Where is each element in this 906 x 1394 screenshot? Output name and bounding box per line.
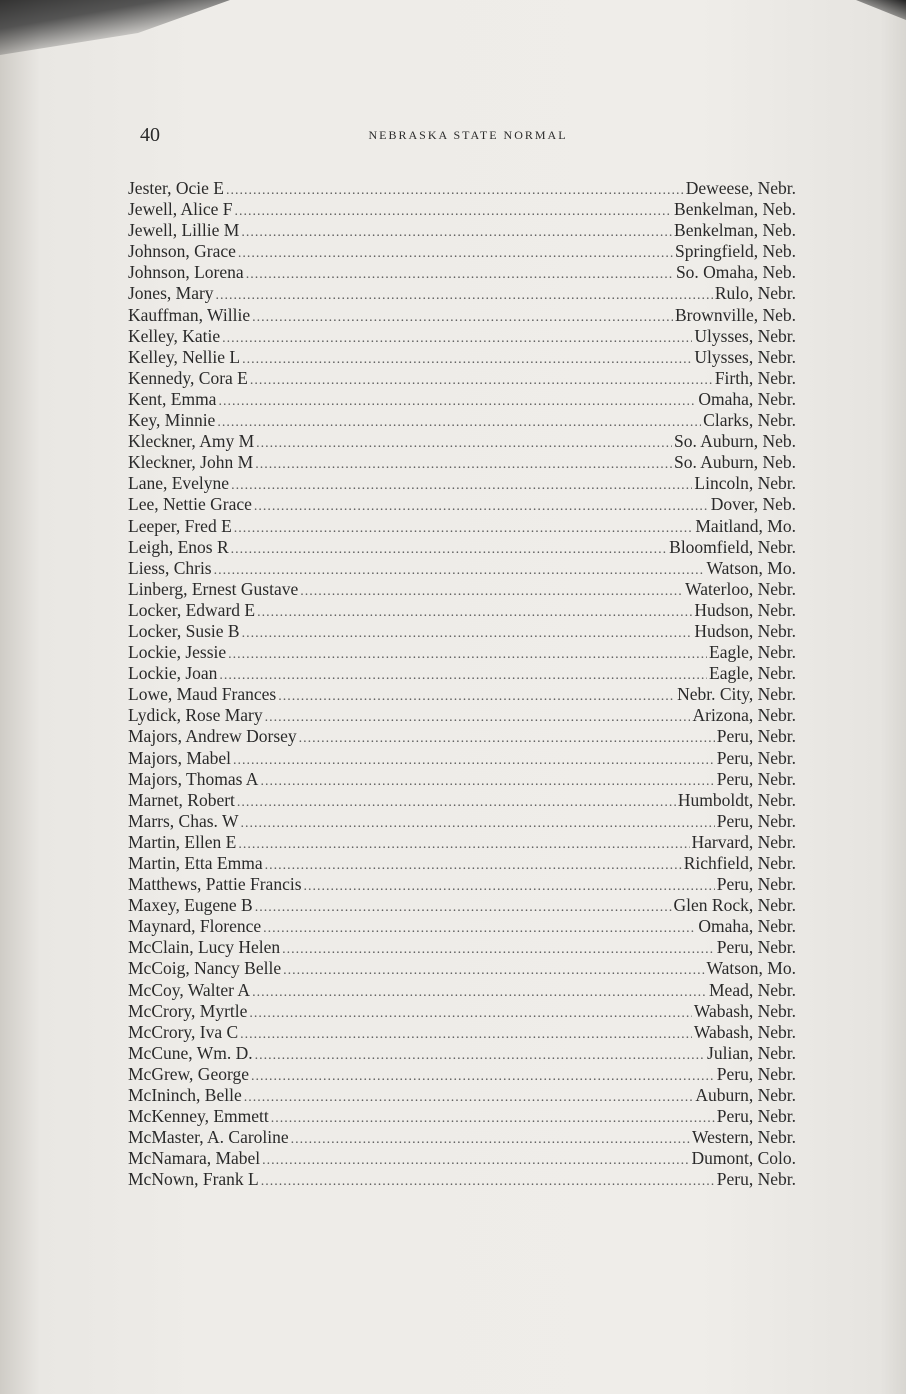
list-item [128,473,796,494]
entry-name: Jewell, Lillie M [128,220,240,241]
entry-place: Peru, Nebr. [716,1106,796,1127]
list-item [128,199,796,220]
entry-place: Ulysses, Nebr. [694,346,796,367]
entry-place: Peru, Nebr. [716,937,796,958]
entry-name: McIninch, Belle [128,1085,242,1106]
entry-name: Kelley, Katie [128,325,221,346]
dot-leader [231,542,668,558]
entry-name: Matthews, Pattie Francis [128,874,302,895]
entry-place: Eagle, Nebr. [709,663,796,684]
list-item [128,726,796,747]
entry-place: Humboldt, Nebr. [677,789,796,810]
entry-place: Peru, Nebr. [716,768,796,789]
entry-name: Leeper, Fred E [128,515,232,536]
list-item [128,431,796,452]
dot-leader [304,879,715,895]
list-item [128,832,796,853]
entry-place: Benkelman, Neb. [674,199,796,220]
entry-name: McNown, Frank L [128,1169,259,1190]
dot-leader [252,985,707,1001]
list-item [128,642,796,663]
entry-name: Locker, Edward E [128,599,256,620]
entry-place: Nebr. City, Nebr. [677,684,796,705]
list-item [128,1148,796,1169]
entry-name: Jester, Ocie E [128,178,224,198]
dot-leader [228,647,707,663]
dot-leader [265,710,691,726]
entry-place: Peru, Nebr. [716,810,796,831]
entry-name: Lockie, Joan [128,663,218,684]
list-item [128,558,796,579]
list-item [128,1085,796,1106]
list-item [128,347,796,368]
entry-place: Peru, Nebr. [716,747,796,768]
entry-place: Hudson, Nebr. [694,620,796,641]
entry-place: Wabash, Nebr. [693,1000,796,1021]
entry-name: Locker, Susie B [128,620,240,641]
dot-leader [218,394,696,410]
entry-place: Omaha, Nebr. [698,388,796,409]
dot-leader [222,331,692,347]
entry-name: Maynard, Florence [128,916,262,937]
entry-place: Lincoln, Nebr. [694,473,796,494]
list-item [128,790,796,811]
dot-leader [242,352,692,368]
list-item [128,1064,796,1085]
list-item [128,1106,796,1127]
dot-leader [238,837,689,853]
dot-leader [278,689,675,705]
dot-leader [257,605,692,621]
entry-name: Lee, Nettie Grace [128,494,252,515]
dot-leader [260,774,714,790]
entry-place: Julian, Nebr. [707,1042,796,1063]
dot-leader [261,1174,715,1190]
dot-leader [300,584,683,600]
dot-leader [299,731,715,747]
list-item [128,937,796,958]
dot-leader [283,963,704,979]
list-item [128,684,796,705]
dot-leader [250,373,713,389]
entry-name: Jewell, Alice F [128,199,233,220]
list-item [128,874,796,895]
entry-place: Deweese, Nebr. [685,178,796,198]
list-item [128,600,796,621]
entry-place: Benkelman, Neb. [674,220,796,241]
entry-name: Jones, Mary [128,283,214,304]
entry-name: Maxey, Eugene B [128,895,253,916]
running-title: NEBRASKA STATE NORMAL [368,128,568,142]
scan-shadow-top-right [856,0,906,20]
entry-place: Firth, Nebr. [714,367,796,388]
list-item [128,305,796,326]
list-item [128,705,796,726]
list-item [128,452,796,473]
list-item [128,1001,796,1022]
entry-name: Majors, Andrew Dorsey [128,726,297,747]
dot-leader [219,668,707,684]
dot-leader [263,921,696,937]
entry-name: Kleckner, John M [128,452,254,473]
entry-name: McKenney, Emmett [128,1106,269,1127]
entry-name: McClain, Lucy Helen [128,937,281,958]
dot-leader [262,1153,689,1169]
dot-leader [214,563,705,579]
dot-leader [265,858,682,874]
entry-place: Auburn, Nebr. [695,1085,796,1106]
dot-leader [235,204,673,220]
dot-leader [244,1090,694,1106]
entry-name: McNamara, Mabel [128,1148,261,1169]
dot-leader [231,478,692,494]
entry-place: Dumont, Colo. [691,1148,796,1169]
list-item [128,769,796,790]
list-item [128,410,796,431]
list-item [128,811,796,832]
entry-name: Johnson, Grace [128,241,236,262]
entry-name: Lockie, Jessie [128,642,227,663]
entry-name: Kelley, Nellie L [128,346,241,367]
list-item [128,1043,796,1064]
entry-name: Kent, Emma [128,388,217,409]
list-item [128,1127,796,1148]
entry-name: Linberg, Ernest Gustave [128,578,299,599]
entry-place: Springfield, Neb. [674,241,796,262]
entry-name: Kauffman, Willie [128,304,251,325]
dot-leader [240,1027,692,1043]
entry-place: Waterloo, Nebr. [685,578,796,599]
entry-place: Western, Nebr. [691,1127,796,1148]
entry-place: Arizona, Nebr. [692,705,796,726]
dot-leader [282,942,715,958]
entry-place: So. Auburn, Neb. [673,431,796,452]
entry-place: Rulo, Nebr. [714,283,796,304]
entry-place: Clarks, Nebr. [703,410,796,431]
list-item [128,178,796,199]
list-item [128,241,796,262]
entry-place: Bloomfield, Nebr. [669,536,796,557]
dot-leader [237,795,676,811]
list-item [128,579,796,600]
list-item [128,663,796,684]
page-header [140,124,776,146]
dot-leader [234,521,694,537]
entry-place: Dover, Neb. [710,494,796,515]
dot-leader [242,626,693,642]
dot-leader [271,1111,715,1127]
entry-name: Kennedy, Cora E [128,367,248,388]
entry-place: Peru, Nebr. [716,1169,796,1190]
dot-leader [255,1048,705,1064]
list-item [128,389,796,410]
entry-place: Watson, Mo. [706,557,796,578]
entry-name: Martin, Etta Emma [128,853,263,873]
entry-name: Marrs, Chas. W [128,810,239,831]
dot-leader [246,267,674,283]
dot-leader [252,310,673,326]
list-item [128,980,796,1001]
entry-place: Richfield, Nebr. [683,853,796,873]
entry-name: McGrew, George [128,1063,249,1084]
entry-name: Johnson, Lorena [128,262,244,283]
entry-name: Lydick, Rose Mary [128,705,263,726]
list-item [128,621,796,642]
entry-place: Harvard, Nebr. [691,831,796,852]
entry-place: Wabash, Nebr. [693,1021,796,1042]
dot-leader [255,900,672,916]
entry-place: Brownville, Neb. [674,304,796,325]
dot-leader [226,183,684,199]
dot-leader [216,288,713,304]
dot-leader [251,1069,715,1085]
entry-name: Martin, Ellen E [128,831,237,852]
dot-leader [255,457,672,473]
dot-leader [241,816,715,832]
entry-name: Marnet, Robert [128,789,235,810]
list-item [128,1169,796,1190]
list-item [128,283,796,304]
list-item [128,853,796,874]
entry-list [128,178,796,1191]
entry-place: Peru, Nebr. [716,1063,796,1084]
entry-name: Majors, Mabel [128,747,232,768]
entry-place: So. Auburn, Neb. [673,452,796,473]
entry-name: McMaster, A. Caroline [128,1127,289,1148]
list-item [128,1022,796,1043]
dot-leader [291,1132,690,1148]
entry-name: McCrory, Iva C [128,1021,239,1042]
entry-place: Ulysses, Nebr. [694,325,796,346]
entry-place: So. Omaha, Neb. [675,262,796,283]
list-item [128,916,796,937]
entry-name: McCrory, Myrtle [128,1000,248,1021]
dot-leader [254,499,709,515]
dot-leader [217,415,701,431]
entry-place: Mead, Nebr. [709,979,796,1000]
list-item [128,537,796,558]
list-item [128,748,796,769]
list-item [128,958,796,979]
entry-place: Peru, Nebr. [716,726,796,747]
entry-place: Peru, Nebr. [716,874,796,895]
entry-name: Kleckner, Amy M [128,431,255,452]
entry-place: Hudson, Nebr. [694,599,796,620]
entry-name: McCoig, Nancy Belle [128,958,282,979]
entry-name: Key, Minnie [128,410,216,431]
list-item [128,220,796,241]
entry-name: McCune, Wm. D. [128,1042,253,1063]
list-item [128,895,796,916]
list-item [128,326,796,347]
entry-name: Majors, Thomas A [128,768,259,789]
dot-leader [256,436,672,452]
page-number: 40 [140,124,160,146]
entry-name: McCoy, Walter A [128,979,251,1000]
entry-place: Glen Rock, Nebr. [673,895,796,916]
list-item [128,368,796,389]
dot-leader [238,246,673,262]
entry-name: Lowe, Maud Frances [128,684,277,705]
list-item [128,494,796,515]
dot-leader [233,753,715,769]
entry-place: Eagle, Nebr. [709,642,796,663]
scan-shadow-top-left [0,0,230,55]
entry-place: Maitland, Mo. [695,515,796,536]
entry-name: Liess, Chris [128,557,212,578]
list-item [128,516,796,537]
entry-place: Omaha, Nebr. [698,916,796,937]
list-item [128,262,796,283]
dot-leader [249,1006,691,1022]
entry-place: Watson, Mo. [706,958,796,979]
entry-name: Lane, Evelyne [128,473,230,494]
dot-leader [241,225,672,241]
entry-name: Leigh, Enos R [128,536,229,557]
